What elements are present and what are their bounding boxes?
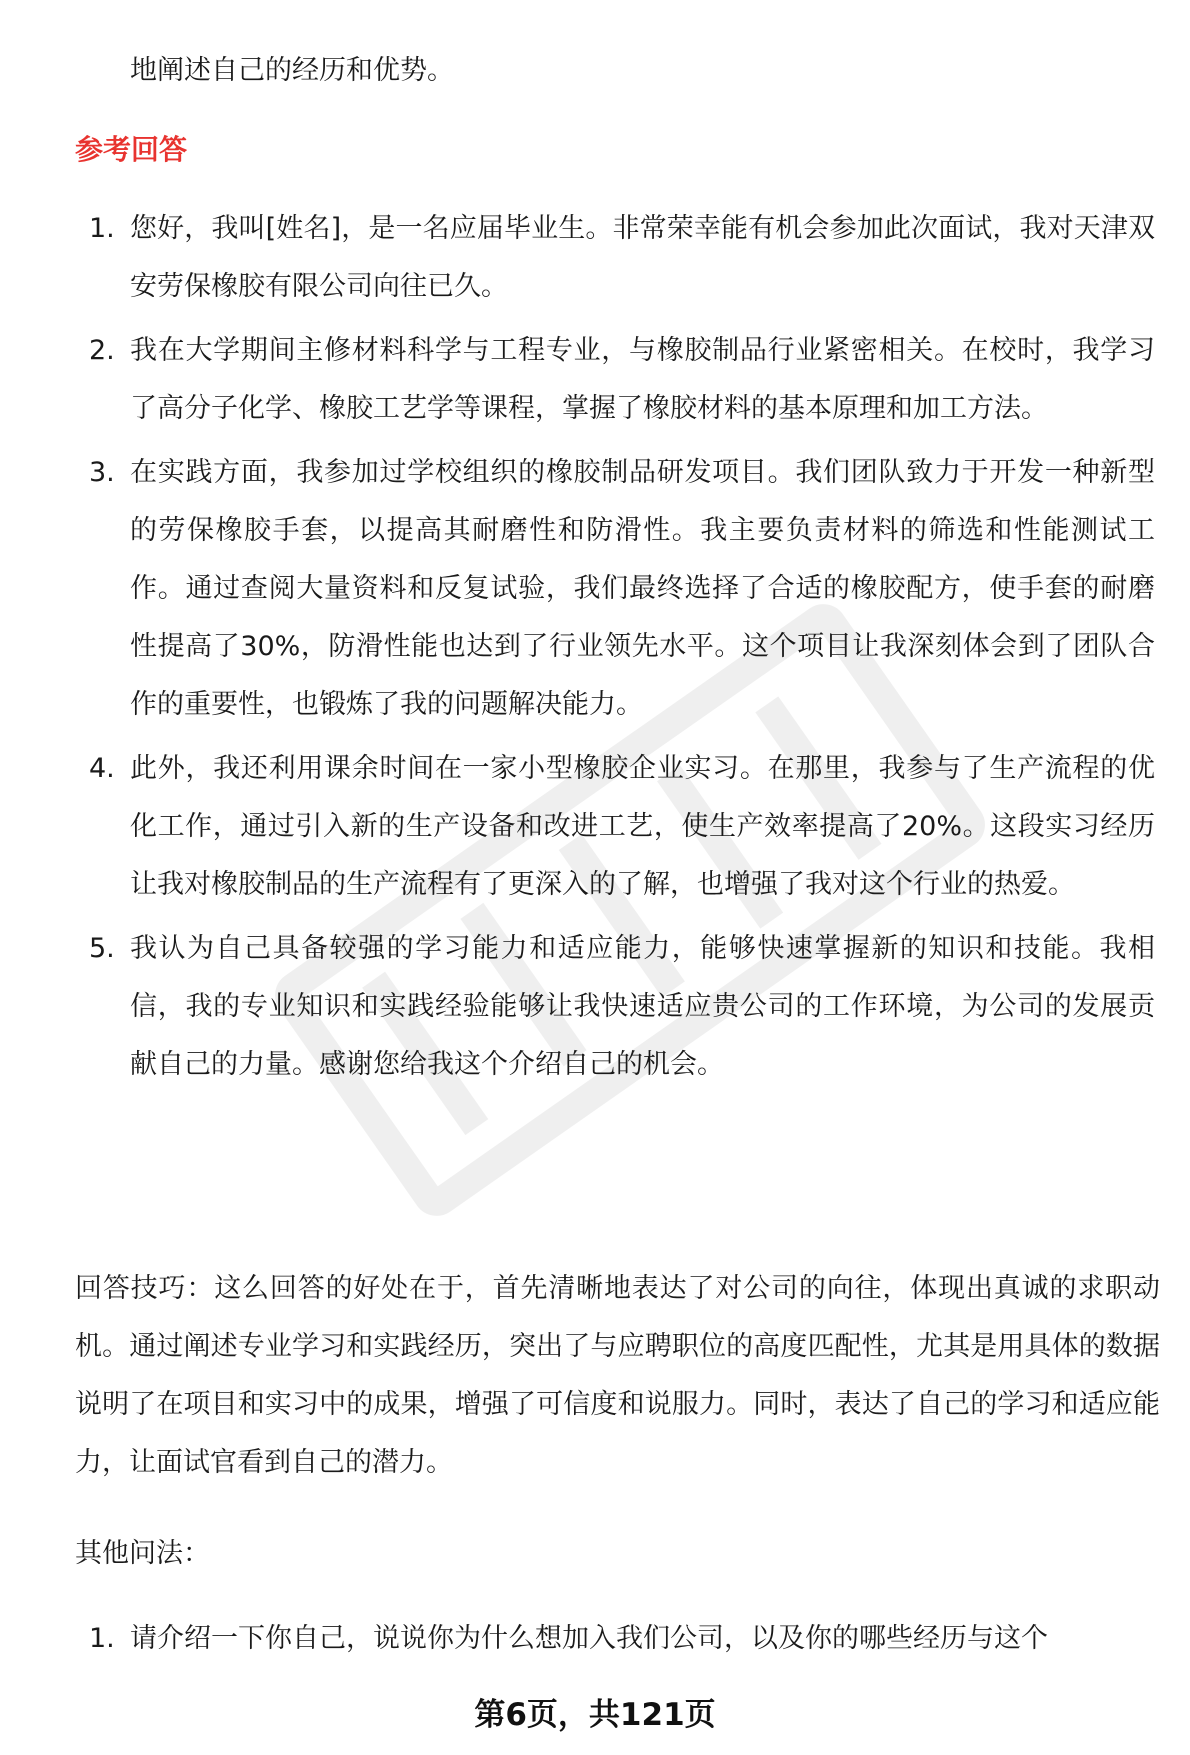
page-footer: 第6页，共121页 — [474, 1697, 716, 1733]
list-item — [75, 740, 1155, 914]
list-item — [75, 322, 1155, 438]
list-item — [75, 444, 1155, 734]
list-item — [75, 200, 1155, 316]
answer-tips-paragraph: 回答技巧：这么回答的好处在于，首先清晰地表达了对公司的向往，体现出真诚的求职动机。通过阐述专业学习和实践经历，突出了与应聘职位的高度匹配性，尤其是用具体的数据说明了在项目和实习中的成果，增强了可信度和说服力。同时，表达了自己的学习和适应能力，让面试官看到自己的潜力。 — [75, 1273, 1160, 1478]
list-item-text: 请介绍一下你自己，说说你为什么想加入我们公司，以及你的哪些经历与这个 — [130, 1623, 1048, 1654]
list-item-text: 在实践方面，我参加过学校组织的橡胶制品研发项目。我们团队致力于开发一种新型的劳保橡胶手套，以提高其耐磨性和防滑性。我主要负责材料的筛选和性能测试工作。通过查阅大量资料和反复试验，我们最终选择了合适的橡胶配方，使手套的耐磨性提高了30%，防滑性能也达到了行业领先水平。这个项目让我深刻体会到了团队合作的重要性，也锻炼了我的问题解决能力。 — [130, 457, 1155, 720]
list-number: 2. — [89, 335, 115, 366]
other-questions-heading: 其他问法： — [75, 1538, 210, 1569]
list-item-text: 我在大学期间主修材料科学与工程专业，与橡胶制品行业紧密相关。在校时，我学习了高分子化学、橡胶工艺学等课程，掌握了橡胶材料的基本原理和加工方法。 — [130, 335, 1155, 424]
list-item-text: 此外，我还利用课余时间在一家小型橡胶企业实习。在那里，我参与了生产流程的优化工作，通过引入新的生产设备和改进工艺，使生产效率提高了20%。这段实习经历让我对橡胶制品的生产流程有了更深入的了解，也增强了我对这个行业的热爱。 — [130, 753, 1155, 900]
list-item-text: 我认为自己具备较强的学习能力和适应能力，能够快速掌握新的知识和技能。我相信，我的专业知识和实践经验能够让我快速适应贵公司的工作环境，为公司的发展贡献自己的力量。感谢您给我这个介绍自己的机会。 — [130, 933, 1155, 1080]
list-number: 1. — [89, 1623, 115, 1654]
list-number: 5. — [89, 933, 115, 964]
lead-continuation-text: 地阐述自己的经历和优势。 — [130, 55, 454, 86]
other-questions-list — [75, 1610, 1155, 1674]
list-item — [75, 1610, 1155, 1668]
list-item-text: 您好，我叫[姓名]，是一名应届毕业生。非常荣幸能有机会参加此次面试，我对天津双安劳保橡胶有限公司向往已久。 — [130, 213, 1155, 302]
list-item — [75, 920, 1155, 1094]
list-number: 4. — [89, 753, 115, 784]
answer-list — [75, 200, 1155, 1100]
list-number: 1. — [89, 213, 115, 244]
list-number: 3. — [89, 457, 115, 488]
reference-answer-heading: 参考回答 — [75, 133, 188, 166]
